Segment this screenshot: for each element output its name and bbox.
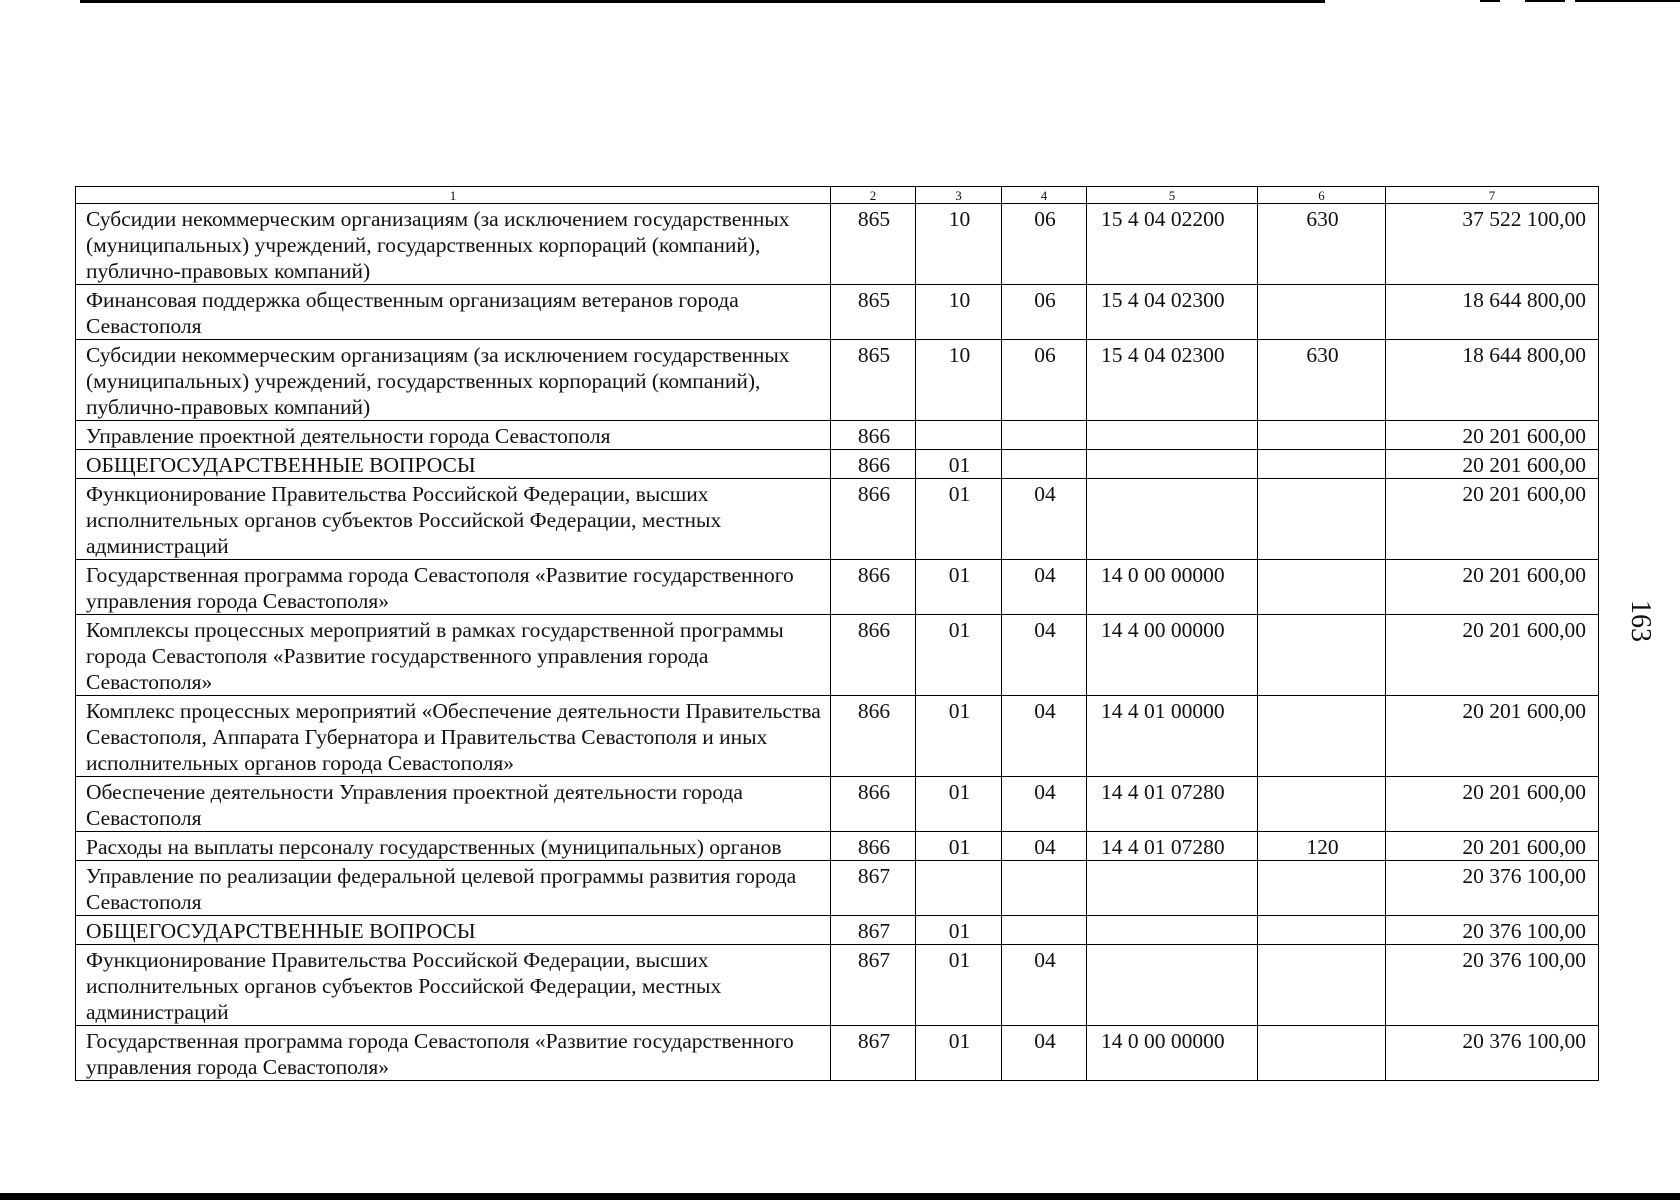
cell-amount: 20 376 100,00: [1386, 945, 1599, 1026]
table-row: [76, 204, 1599, 285]
table-row: [76, 560, 1599, 615]
cell-admin-code: 867: [831, 916, 916, 945]
cell-target-item: 14 0 00 00000: [1087, 1026, 1258, 1081]
cell-section: 01: [916, 479, 1002, 560]
cell-admin-code: 866: [831, 560, 916, 615]
table-body: [76, 204, 1599, 1081]
table-row: [76, 421, 1599, 450]
cell-admin-code: 866: [831, 777, 916, 832]
cell-amount: 20 376 100,00: [1386, 1026, 1599, 1081]
cell-amount: 18 644 800,00: [1386, 285, 1599, 340]
cell-admin-code: 867: [831, 1026, 916, 1081]
cell-target-item: [1087, 861, 1258, 916]
cell-name: Управление проектной деятельности города Севастополя: [76, 421, 831, 450]
table-row: [76, 861, 1599, 916]
cell-admin-code: 866: [831, 421, 916, 450]
cell-name: Субсидии некоммерческим организациям (за исключением государственных (муниципальных) учреждений, государственных корпораций (компаний), публично-правовых компаний): [76, 204, 831, 285]
scan-edge-mark: [1480, 0, 1500, 2]
cell-expense-type: [1258, 945, 1386, 1026]
cell-amount: 20 201 600,00: [1386, 777, 1599, 832]
cell-name: Функционирование Правительства Российской Федерации, высших исполнительных органов субъектов Российской Федерации, местных администраций: [76, 479, 831, 560]
table-row: [76, 916, 1599, 945]
cell-expense-type: 630: [1258, 340, 1386, 421]
cell-target-item: [1087, 945, 1258, 1026]
cell-expense-type: 120: [1258, 832, 1386, 861]
col-header-1: 1: [76, 187, 831, 204]
cell-subsection: 04: [1002, 777, 1087, 832]
cell-name: Обеспечение деятельности Управления проектной деятельности города Севастополя: [76, 777, 831, 832]
cell-amount: 20 201 600,00: [1386, 479, 1599, 560]
cell-expense-type: [1258, 1026, 1386, 1081]
cell-target-item: [1087, 450, 1258, 479]
cell-subsection: [1002, 421, 1087, 450]
cell-target-item: 14 4 01 07280: [1087, 777, 1258, 832]
cell-target-item: [1087, 479, 1258, 560]
col-header-7: 7: [1386, 187, 1599, 204]
cell-target-item: 15 4 04 02300: [1087, 285, 1258, 340]
cell-target-item: [1087, 421, 1258, 450]
cell-name: Управление по реализации федеральной целевой программы развития города Севастополя: [76, 861, 831, 916]
table-row: [76, 832, 1599, 861]
cell-section: 01: [916, 832, 1002, 861]
col-header-5: 5: [1087, 187, 1258, 204]
cell-subsection: 04: [1002, 560, 1087, 615]
cell-target-item: [1087, 916, 1258, 945]
cell-subsection: [1002, 450, 1087, 479]
cell-subsection: [1002, 916, 1087, 945]
cell-name: Функционирование Правительства Российской Федерации, высших исполнительных органов субъектов Российской Федерации, местных администраций: [76, 945, 831, 1026]
cell-section: 10: [916, 204, 1002, 285]
cell-expense-type: [1258, 421, 1386, 450]
cell-amount: 20 201 600,00: [1386, 560, 1599, 615]
cell-admin-code: 865: [831, 204, 916, 285]
cell-admin-code: 867: [831, 861, 916, 916]
cell-subsection: 06: [1002, 285, 1087, 340]
table-row: [76, 285, 1599, 340]
budget-table: [75, 186, 1599, 1081]
page-number: 163: [1625, 600, 1656, 642]
cell-name: Государственная программа города Севастополя «Развитие государственного управления города Севастополя»: [76, 1026, 831, 1081]
cell-admin-code: 866: [831, 450, 916, 479]
col-header-2: 2: [831, 187, 916, 204]
table-row: [76, 1026, 1599, 1081]
cell-amount: 20 201 600,00: [1386, 696, 1599, 777]
scan-edge-mark: [1575, 0, 1680, 2]
cell-expense-type: 630: [1258, 204, 1386, 285]
cell-expense-type: [1258, 285, 1386, 340]
cell-section: 01: [916, 1026, 1002, 1081]
cell-target-item: 14 0 00 00000: [1087, 560, 1258, 615]
col-header-4: 4: [1002, 187, 1087, 204]
cell-expense-type: [1258, 479, 1386, 560]
cell-amount: 20 376 100,00: [1386, 916, 1599, 945]
cell-subsection: 04: [1002, 479, 1087, 560]
cell-subsection: [1002, 861, 1087, 916]
cell-expense-type: [1258, 696, 1386, 777]
cell-admin-code: 866: [831, 479, 916, 560]
cell-target-item: 14 4 01 00000: [1087, 696, 1258, 777]
cell-name: ОБЩЕГОСУДАРСТВЕННЫЕ ВОПРОСЫ: [76, 916, 831, 945]
scan-edge-top: [80, 0, 1325, 3]
cell-expense-type: [1258, 777, 1386, 832]
cell-amount: 20 201 600,00: [1386, 450, 1599, 479]
cell-name: Государственная программа города Севастополя «Развитие государственного управления города Севастополя»: [76, 560, 831, 615]
table-row: [76, 696, 1599, 777]
cell-expense-type: [1258, 615, 1386, 696]
cell-admin-code: 865: [831, 285, 916, 340]
cell-name: Субсидии некоммерческим организациям (за исключением государственных (муниципальных) учреждений, государственных корпораций (компаний), публично-правовых компаний): [76, 340, 831, 421]
cell-admin-code: 866: [831, 832, 916, 861]
cell-name: ОБЩЕГОСУДАРСТВЕННЫЕ ВОПРОСЫ: [76, 450, 831, 479]
cell-amount: 18 644 800,00: [1386, 340, 1599, 421]
cell-subsection: 06: [1002, 340, 1087, 421]
cell-section: [916, 861, 1002, 916]
col-header-3: 3: [916, 187, 1002, 204]
cell-admin-code: 867: [831, 945, 916, 1026]
cell-target-item: 15 4 04 02200: [1087, 204, 1258, 285]
cell-target-item: 14 4 00 00000: [1087, 615, 1258, 696]
cell-subsection: 04: [1002, 696, 1087, 777]
cell-section: 01: [916, 560, 1002, 615]
header-row: [76, 187, 1599, 204]
cell-subsection: 04: [1002, 1026, 1087, 1081]
cell-name: Комплекс процессных мероприятий «Обеспечение деятельности Правительства Севастополя, Аппарата Губернатора и Правительства Севастополя и иных исполнительных органов города Севастополя»: [76, 696, 831, 777]
cell-amount: 37 522 100,00: [1386, 204, 1599, 285]
table-row: [76, 340, 1599, 421]
cell-target-item: 14 4 01 07280: [1087, 832, 1258, 861]
cell-section: 01: [916, 916, 1002, 945]
table-row: [76, 615, 1599, 696]
cell-subsection: 04: [1002, 832, 1087, 861]
cell-name: Финансовая поддержка общественным организациям ветеранов города Севастополя: [76, 285, 831, 340]
cell-section: 01: [916, 777, 1002, 832]
cell-name: Расходы на выплаты персоналу государственных (муниципальных) органов: [76, 832, 831, 861]
cell-admin-code: 865: [831, 340, 916, 421]
cell-section: 10: [916, 285, 1002, 340]
cell-subsection: 06: [1002, 204, 1087, 285]
cell-expense-type: [1258, 861, 1386, 916]
table-row: [76, 777, 1599, 832]
cell-expense-type: [1258, 450, 1386, 479]
cell-amount: 20 201 600,00: [1386, 615, 1599, 696]
cell-admin-code: 866: [831, 615, 916, 696]
cell-section: 01: [916, 945, 1002, 1026]
cell-amount: 20 201 600,00: [1386, 832, 1599, 861]
table-row: [76, 479, 1599, 560]
cell-section: [916, 421, 1002, 450]
cell-expense-type: [1258, 916, 1386, 945]
budget-table-container: [75, 186, 1598, 1081]
cell-target-item: 15 4 04 02300: [1087, 340, 1258, 421]
scan-edge-mark: [1525, 0, 1565, 2]
cell-subsection: 04: [1002, 615, 1087, 696]
cell-subsection: 04: [1002, 945, 1087, 1026]
cell-section: 01: [916, 615, 1002, 696]
cell-expense-type: [1258, 560, 1386, 615]
cell-section: 10: [916, 340, 1002, 421]
cell-admin-code: 866: [831, 696, 916, 777]
scan-edge-bottom: [0, 1193, 1680, 1200]
cell-name: Комплексы процессных мероприятий в рамках государственной программы города Севастополя «Развитие государственного управления города Севастополя»: [76, 615, 831, 696]
cell-section: 01: [916, 450, 1002, 479]
cell-amount: 20 376 100,00: [1386, 861, 1599, 916]
cell-section: 01: [916, 696, 1002, 777]
col-header-6: 6: [1258, 187, 1386, 204]
table-row: [76, 945, 1599, 1026]
cell-amount: 20 201 600,00: [1386, 421, 1599, 450]
table-row: [76, 450, 1599, 479]
